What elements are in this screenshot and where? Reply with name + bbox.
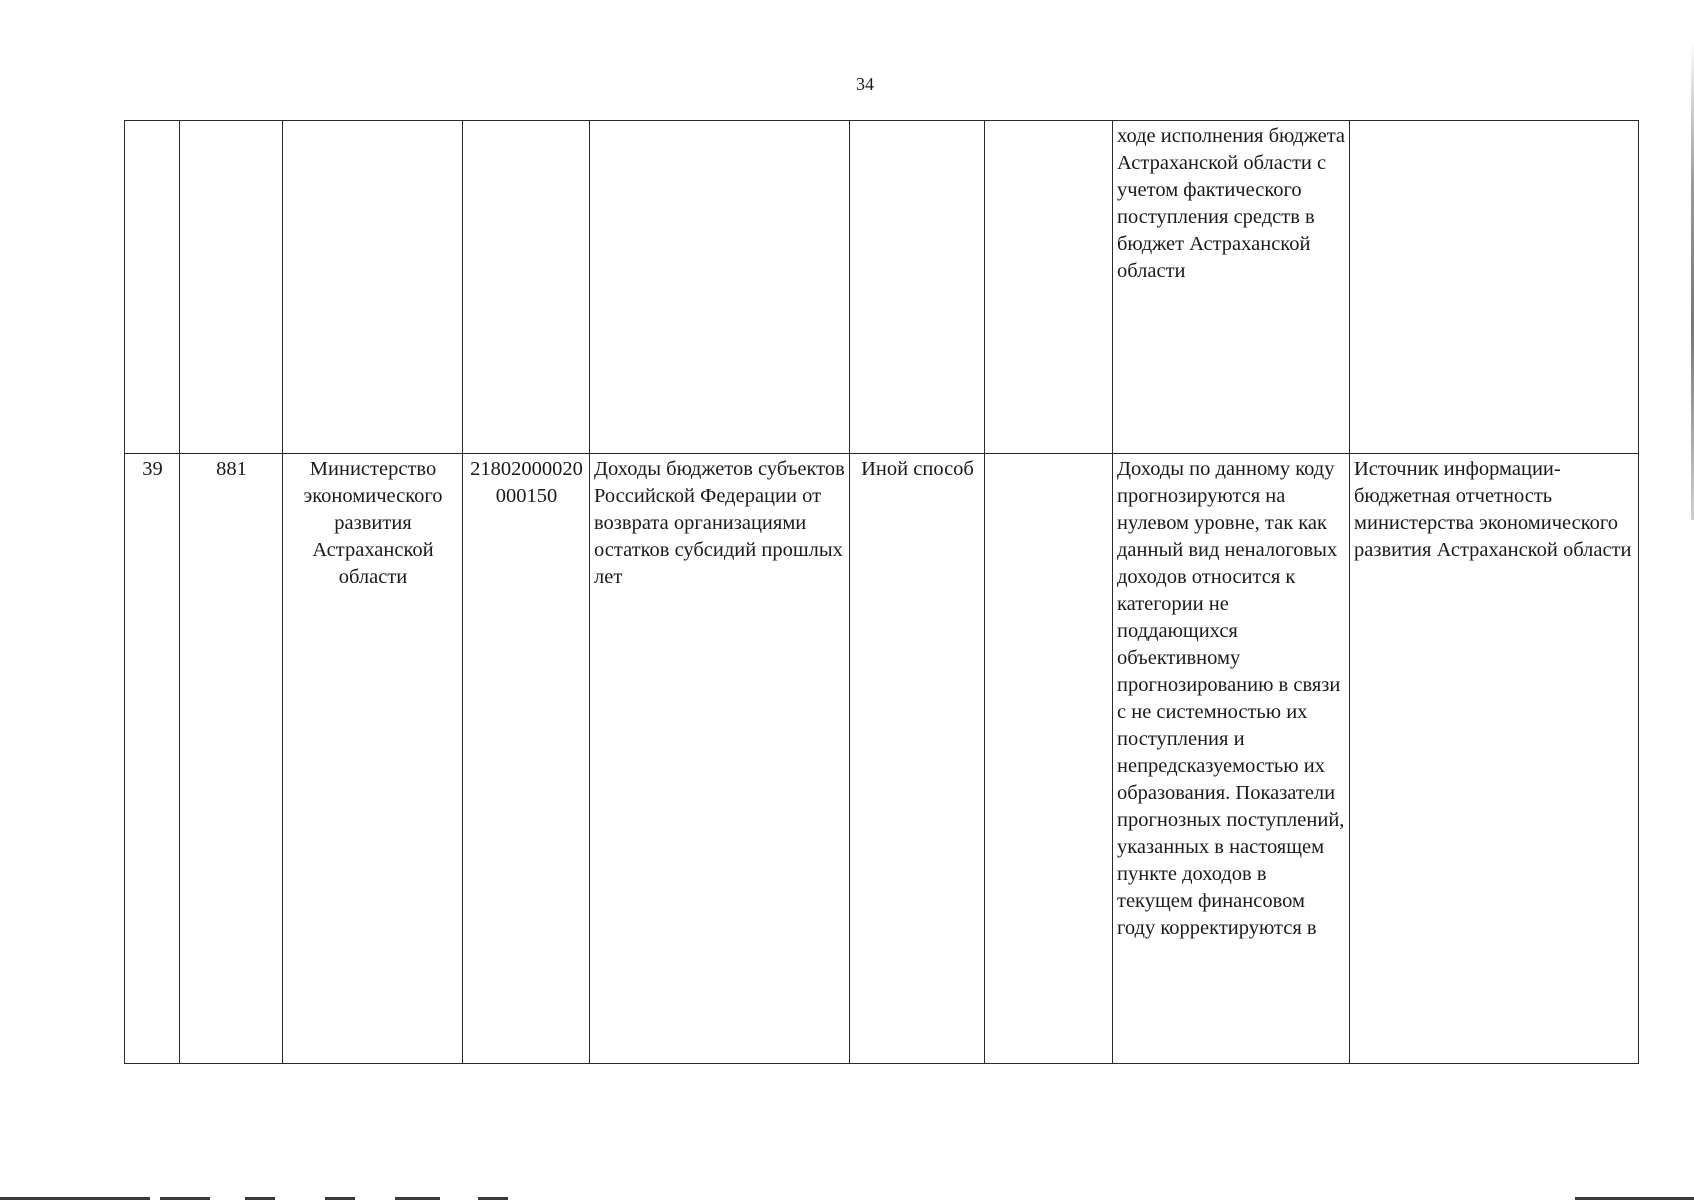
cell-revenue-name: Доходы бюджетов субъектов Российской Федерации от возврата организациями остатков субсидий прошлых лет (590, 454, 850, 1064)
cell-formula (985, 121, 1113, 454)
cell-source (1350, 121, 1639, 454)
cell-admin-name (283, 121, 463, 454)
cell-method (850, 121, 985, 454)
revenue-forecast-table (124, 120, 1639, 1064)
cell-description: Доходы по данному коду прогнозируются на нулевом уровне, так как данный вид неналоговых доходов относится к категории не поддающихся объективному прогнозированию в связи с не системностью их поступления и непредсказуемостью их образования. Показатели прогнозных поступлений, указанных в настоящем пункте доходов в текущем финансовом году корректируются в (1113, 454, 1350, 1064)
cell-source: Источник информации- бюджетная отчетность министерства экономического развития Астраханской области (1350, 454, 1639, 1064)
cell-method: Иной способ (850, 454, 985, 1064)
cell-description: ходе исполнения бюджета Астраханской области с учетом фактического поступления средств в бюджет Астраханской области (1113, 121, 1350, 454)
cell-admin-code: 881 (180, 454, 283, 1064)
table-row-continuation (125, 121, 1639, 454)
cell-admin-code (180, 121, 283, 454)
table-row-39 (125, 454, 1639, 1064)
cell-revenue-name (590, 121, 850, 454)
cell-formula (985, 454, 1113, 1064)
cell-kbk: 21802000020000150 (463, 454, 590, 1064)
cell-num: 39 (125, 454, 180, 1064)
document-table-area (124, 120, 1638, 1068)
page-number: 34 (856, 74, 874, 94)
cell-num (125, 121, 180, 454)
cell-admin-name: Министерство экономического развития Астраханской области (283, 454, 463, 1064)
cell-kbk (463, 121, 590, 454)
